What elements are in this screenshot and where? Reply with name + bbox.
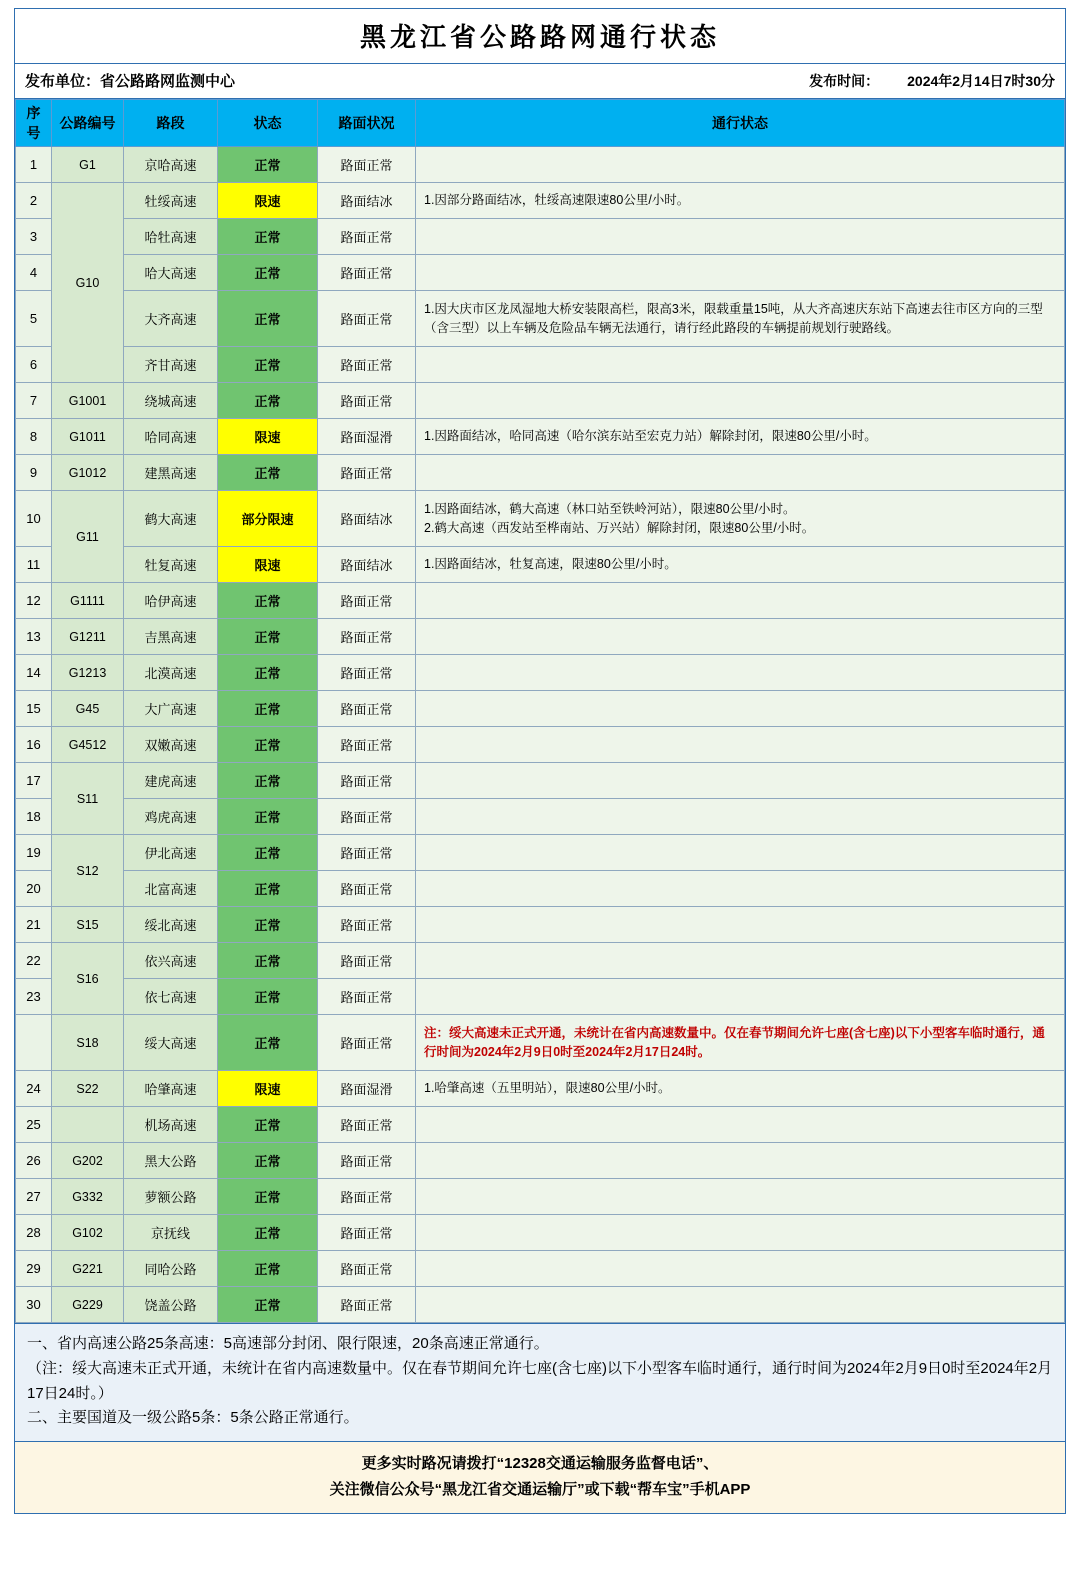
status-badge: 正常 [218,727,318,763]
table-row [16,1287,1065,1323]
cell-traffic-info [416,1143,1065,1179]
cell-section: 建虎高速 [124,763,218,799]
cell-surface-condition: 路面正常 [318,255,416,291]
cell-index: 9 [16,455,52,491]
cell-index: 10 [16,491,52,547]
table-row [16,835,1065,871]
cell-section: 同哈公路 [124,1251,218,1287]
status-badge: 正常 [218,1143,318,1179]
status-badge: 正常 [218,979,318,1015]
cell-section: 哈大高速 [124,255,218,291]
cell-surface-condition: 路面正常 [318,583,416,619]
report-container [14,8,1066,1324]
cell-road-code: S18 [52,1015,124,1071]
status-badge: 限速 [218,419,318,455]
cell-traffic-info [416,691,1065,727]
cell-traffic-info [416,1215,1065,1251]
table-row [16,943,1065,979]
cell-traffic-info [416,907,1065,943]
cell-section: 绕城高速 [124,383,218,419]
cell-traffic-info: 1.因部分路面结冰，牡绥高速限速80公里/小时。 [416,183,1065,219]
table-header-row [16,100,1065,147]
cell-section: 黑大公路 [124,1143,218,1179]
cell-section: 依兴高速 [124,943,218,979]
cell-traffic-info [416,799,1065,835]
cell-surface-condition: 路面结冰 [318,183,416,219]
cell-section: 绥北高速 [124,907,218,943]
cell-surface-condition: 路面正常 [318,1179,416,1215]
table-row [16,871,1065,907]
status-badge: 正常 [218,255,318,291]
cell-section: 建黑高速 [124,455,218,491]
cell-surface-condition: 路面正常 [318,943,416,979]
cell-road-code: G4512 [52,727,124,763]
cell-section: 牡复高速 [124,547,218,583]
cell-traffic-info [416,1179,1065,1215]
status-badge: 正常 [218,1251,318,1287]
cell-road-code: G1012 [52,455,124,491]
cell-section: 哈肇高速 [124,1071,218,1107]
cell-road-code: S16 [52,943,124,1015]
cell-index: 1 [16,147,52,183]
cell-index: 25 [16,1107,52,1143]
cell-index: 21 [16,907,52,943]
table-row [16,291,1065,347]
table-row [16,1015,1065,1071]
cell-section: 齐甘高速 [124,347,218,383]
cell-traffic-info [416,219,1065,255]
status-badge: 正常 [218,943,318,979]
cell-index: 29 [16,1251,52,1287]
status-badge: 正常 [218,1287,318,1323]
cell-surface-condition: 路面正常 [318,799,416,835]
col-traffic-info: 通行状态 [416,100,1065,147]
status-badge: 限速 [218,1071,318,1107]
cell-section: 饶盖公路 [124,1287,218,1323]
page-root [0,8,1080,1589]
cell-index: 22 [16,943,52,979]
table-row [16,979,1065,1015]
cell-section: 北富高速 [124,871,218,907]
cell-surface-condition: 路面正常 [318,1107,416,1143]
cell-surface-condition: 路面正常 [318,655,416,691]
cell-traffic-info [416,383,1065,419]
cell-road-code: S15 [52,907,124,943]
cell-surface-condition: 路面正常 [318,147,416,183]
cell-traffic-info [416,1107,1065,1143]
cell-index: 2 [16,183,52,219]
cell-road-code: S11 [52,763,124,835]
cell-surface-condition: 路面正常 [318,291,416,347]
status-badge: 正常 [218,147,318,183]
cell-traffic-info: 1.因路面结冰，哈同高速（哈尔滨东站至宏克力站）解除封闭，限速80公里/小时。 [416,419,1065,455]
cell-traffic-info [416,1251,1065,1287]
cell-surface-condition: 路面正常 [318,727,416,763]
cell-surface-condition: 路面结冰 [318,547,416,583]
cell-index: 8 [16,419,52,455]
cell-index: 20 [16,871,52,907]
publish-time-value: 2024年2月14日7时30分 [907,72,1055,89]
table-head [16,100,1065,147]
cell-index: 30 [16,1287,52,1323]
status-badge: 正常 [218,799,318,835]
cell-road-code: G1211 [52,619,124,655]
page-title: 黑龙江省公路路网通行状态 [359,23,720,53]
cell-section: 吉黑高速 [124,619,218,655]
cell-index: 23 [16,979,52,1015]
cell-road-code: G202 [52,1143,124,1179]
cell-index: 5 [16,291,52,347]
cell-index: 26 [16,1143,52,1179]
summary-footer [14,1324,1066,1442]
cell-section: 牡绥高速 [124,183,218,219]
publish-time-block [809,71,1055,91]
table-row [16,1143,1065,1179]
cell-surface-condition: 路面正常 [318,979,416,1015]
status-badge: 部分限速 [218,491,318,547]
cell-section: 鸡虎高速 [124,799,218,835]
cell-index: 7 [16,383,52,419]
notice-line-1: 更多实时路况请拨打“12328交通运输服务监督电话”、 [361,1455,719,1472]
cell-section: 大齐高速 [124,291,218,347]
status-badge: 正常 [218,619,318,655]
cell-traffic-info [416,347,1065,383]
table-row [16,619,1065,655]
cell-surface-condition: 路面正常 [318,383,416,419]
col-status: 状态 [218,100,318,147]
road-status-table [15,99,1065,1323]
cell-surface-condition: 路面正常 [318,1287,416,1323]
col-surface: 路面状况 [318,100,416,147]
table-row [16,455,1065,491]
cell-index: 6 [16,347,52,383]
cell-road-code: G1011 [52,419,124,455]
cell-index: 19 [16,835,52,871]
status-badge: 正常 [218,583,318,619]
cell-index: 12 [16,583,52,619]
cell-road-code: G1213 [52,655,124,691]
cell-surface-condition: 路面正常 [318,907,416,943]
publisher-value: 省公路路网监测中心 [100,73,236,90]
table-row [16,1071,1065,1107]
status-badge: 正常 [218,907,318,943]
cell-traffic-info [416,763,1065,799]
table-row [16,799,1065,835]
cell-traffic-info [416,619,1065,655]
col-index: 序号 [16,100,52,147]
table-body [16,147,1065,1323]
table-row [16,1179,1065,1215]
cell-road-code: G45 [52,691,124,727]
publisher-block [25,70,235,91]
cell-road-code: G229 [52,1287,124,1323]
cell-surface-condition: 路面正常 [318,1251,416,1287]
status-badge: 正常 [218,763,318,799]
cell-road-code [52,1107,124,1143]
cell-traffic-info [416,943,1065,979]
cell-index: 17 [16,763,52,799]
cell-section: 京抚线 [124,1215,218,1251]
cell-traffic-info: 1.因大庆市区龙凤湿地大桥安装限高栏，限高3米，限载重量15吨，从大齐高速庆东站下高速去往市区方向的三型（含三型）以上车辆及危险品车辆无法通行，请行经此路段的车辆提前规划行驶路线。 [416,291,1065,347]
table-row [16,1215,1065,1251]
table-row [16,655,1065,691]
table-row [16,147,1065,183]
status-badge: 正常 [218,871,318,907]
summary-line-3: 二、主要国道及一级公路5条：5条公路正常通行。 [27,1409,359,1427]
cell-surface-condition: 路面正常 [318,455,416,491]
cell-index: 11 [16,547,52,583]
cell-section: 哈伊高速 [124,583,218,619]
cell-traffic-info [416,147,1065,183]
cell-traffic-info [416,727,1065,763]
cell-traffic-info [416,1287,1065,1323]
status-badge: 正常 [218,455,318,491]
cell-section: 萝额公路 [124,1179,218,1215]
cell-road-code: G102 [52,1215,124,1251]
status-badge: 正常 [218,1107,318,1143]
table-row [16,219,1065,255]
cell-traffic-info: 1.因路面结冰，牡复高速，限速80公里/小时。 [416,547,1065,583]
cell-section: 京哈高速 [124,147,218,183]
cell-surface-condition: 路面正常 [318,871,416,907]
cell-road-code: G10 [52,183,124,383]
status-badge: 正常 [218,383,318,419]
title-bar [15,9,1065,64]
cell-index: 15 [16,691,52,727]
cell-traffic-info [416,255,1065,291]
table-row [16,1107,1065,1143]
status-badge: 正常 [218,1015,318,1071]
cell-surface-condition: 路面正常 [318,763,416,799]
cell-surface-condition: 路面湿滑 [318,419,416,455]
cell-section: 北漠高速 [124,655,218,691]
cell-section: 绥大高速 [124,1015,218,1071]
contact-notice [14,1442,1066,1514]
cell-index: 18 [16,799,52,835]
cell-index: 14 [16,655,52,691]
cell-road-code: G1 [52,147,124,183]
status-badge: 限速 [218,547,318,583]
status-badge: 限速 [218,183,318,219]
publisher-label: 发布单位： [25,73,101,90]
status-badge: 正常 [218,219,318,255]
cell-traffic-info [416,871,1065,907]
cell-traffic-info [416,655,1065,691]
cell-road-code: S22 [52,1071,124,1107]
cell-traffic-info: 1.因路面结冰，鹤大高速（林口站至铁岭河站），限速80公里/小时。 2.鹤大高速（西发站至桦南站、万兴站）解除封闭，限速80公里/小时。 [416,491,1065,547]
table-row [16,583,1065,619]
cell-traffic-info [416,583,1065,619]
status-badge: 正常 [218,835,318,871]
cell-surface-condition: 路面湿滑 [318,1071,416,1107]
table-row [16,347,1065,383]
cell-section: 机场高速 [124,1107,218,1143]
cell-traffic-info [416,979,1065,1015]
cell-index: 27 [16,1179,52,1215]
cell-surface-condition: 路面正常 [318,347,416,383]
cell-surface-condition: 路面正常 [318,219,416,255]
cell-surface-condition: 路面正常 [318,691,416,727]
summary-line-2: （注：绥大高速未正式开通，未统计在省内高速数量中。仅在春节期间允许七座(含七座)以下小型客车临时通行，通行时间为2024年2月9日0时至2024年2月17日24时。） [27,1359,1053,1402]
table-row [16,691,1065,727]
cell-road-code: G221 [52,1251,124,1287]
cell-road-code: S12 [52,835,124,907]
cell-section: 鹤大高速 [124,491,218,547]
status-badge: 正常 [218,691,318,727]
table-row [16,727,1065,763]
cell-index: 13 [16,619,52,655]
notice-line-2: 关注微信公众号“黑龙江省交通运输厅”或下载“帮车宝”手机APP [329,1480,751,1498]
cell-index: 24 [16,1071,52,1107]
table-row [16,383,1065,419]
cell-traffic-info: 注：绥大高速未正式开通，未统计在省内高速数量中。仅在春节期间允许七座(含七座)以下小型客车临时通行，通行时间为2024年2月9日0时至2024年2月17日24时。 [416,1015,1065,1071]
cell-surface-condition: 路面正常 [318,835,416,871]
summary-line-1: 一、省内高速公路25条高速：5高速部分封闭、限行限速，20条高速正常通行。 [27,1335,549,1352]
publish-time-label: 发布时间： [809,72,880,89]
cell-surface-condition: 路面结冰 [318,491,416,547]
cell-surface-condition: 路面正常 [318,619,416,655]
cell-traffic-info [416,835,1065,871]
cell-section: 哈同高速 [124,419,218,455]
cell-section: 依七高速 [124,979,218,1015]
table-row [16,1251,1065,1287]
table-row [16,547,1065,583]
table-row [16,183,1065,219]
cell-surface-condition: 路面正常 [318,1143,416,1179]
cell-index: 16 [16,727,52,763]
cell-section: 伊北高速 [124,835,218,871]
cell-section: 大广高速 [124,691,218,727]
status-badge: 正常 [218,291,318,347]
cell-road-code: G11 [52,491,124,583]
status-badge: 正常 [218,655,318,691]
col-road-code: 公路编号 [52,100,124,147]
table-row [16,907,1065,943]
cell-traffic-info [416,455,1065,491]
cell-traffic-info: 1.哈肇高速（五里明站），限速80公里/小时。 [416,1071,1065,1107]
meta-bar [15,64,1065,99]
cell-road-code: G332 [52,1179,124,1215]
table-row [16,419,1065,455]
cell-surface-condition: 路面正常 [318,1015,416,1071]
cell-index [16,1015,52,1071]
cell-index: 4 [16,255,52,291]
status-badge: 正常 [218,1215,318,1251]
status-badge: 正常 [218,1179,318,1215]
table-row [16,763,1065,799]
cell-section: 哈牡高速 [124,219,218,255]
status-badge: 正常 [218,347,318,383]
table-row [16,491,1065,547]
cell-road-code: G1111 [52,583,124,619]
cell-road-code: G1001 [52,383,124,419]
cell-index: 28 [16,1215,52,1251]
cell-index: 3 [16,219,52,255]
col-section: 路段 [124,100,218,147]
table-row [16,255,1065,291]
cell-section: 双嫩高速 [124,727,218,763]
cell-surface-condition: 路面正常 [318,1215,416,1251]
